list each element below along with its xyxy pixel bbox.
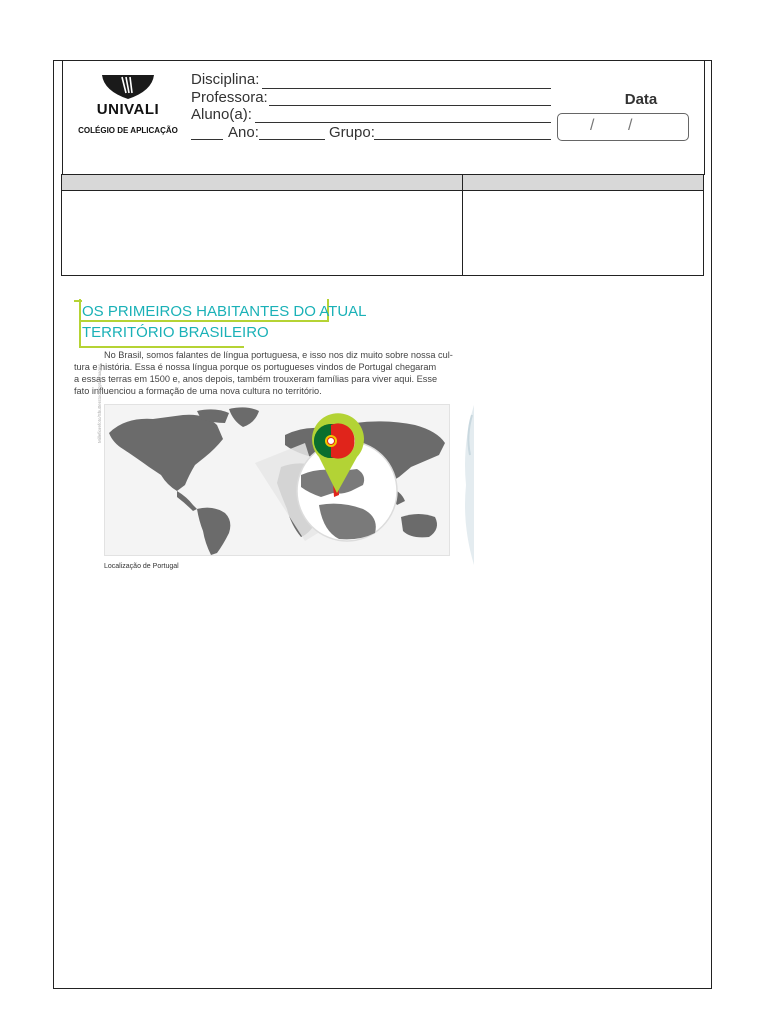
info-cell-left[interactable] (62, 191, 462, 275)
professora-line[interactable] (269, 105, 551, 106)
world-map (104, 404, 450, 556)
paragraph-line: a essas terras em 1500 e, anos depois, também trouxeram famílias para viver aqui. Esse (74, 374, 438, 384)
info-header-left (62, 175, 462, 191)
world-map-illustration (105, 405, 449, 555)
aluno-line[interactable] (255, 122, 551, 123)
info-table (61, 174, 704, 276)
section-title-frame (74, 297, 367, 347)
serie-line[interactable] (191, 139, 223, 140)
section-title-line-1: OS PRIMEIROS HABITANTES DO ATUAL (82, 303, 367, 320)
univali-emblem-icon (100, 73, 156, 101)
disciplina-label: Disciplina: (191, 71, 260, 88)
image-credit: Millefiorefoto/Shutterstock/Opta Images (97, 364, 102, 443)
grupo-line[interactable] (374, 139, 551, 140)
page-edge-decoration (460, 405, 474, 565)
aluno-label: Aluno(a): (191, 106, 252, 123)
ano-line[interactable] (259, 139, 325, 140)
paragraph-line: No Brasil, somos falantes de língua portuguesa, e isso nos diz muito sobre nossa cul- (104, 350, 453, 360)
section-title-line-2: TERRITÓRIO BRASILEIRO (82, 324, 269, 341)
paragraph-line: fato influenciou a formação de uma nova cultura no território. (74, 386, 322, 396)
ano-label: Ano: (228, 124, 259, 141)
info-header-right (463, 175, 703, 191)
professora-label: Professora: (191, 89, 268, 106)
worksheet-header (62, 61, 705, 175)
date-field[interactable] (557, 113, 689, 141)
logo-subtitle: COLÉGIO DE APLICAÇÃO (78, 126, 178, 135)
disciplina-line[interactable] (262, 88, 551, 89)
school-logo (73, 73, 183, 143)
paragraph-line: tura e história. Essa é nossa língua porque os portugueses vindos de Portugal chegaram (74, 362, 437, 372)
date-label: Data (624, 91, 658, 108)
date-separator-2: / (628, 117, 633, 134)
intro-paragraph (74, 349, 462, 397)
textbook-excerpt (72, 293, 474, 575)
map-caption: Localização de Portugal (104, 563, 179, 570)
logo-name: UNIVALI (96, 101, 160, 118)
grupo-label: Grupo: (329, 124, 375, 141)
date-separator-1: / (590, 117, 595, 134)
info-cell-right[interactable] (463, 191, 703, 275)
